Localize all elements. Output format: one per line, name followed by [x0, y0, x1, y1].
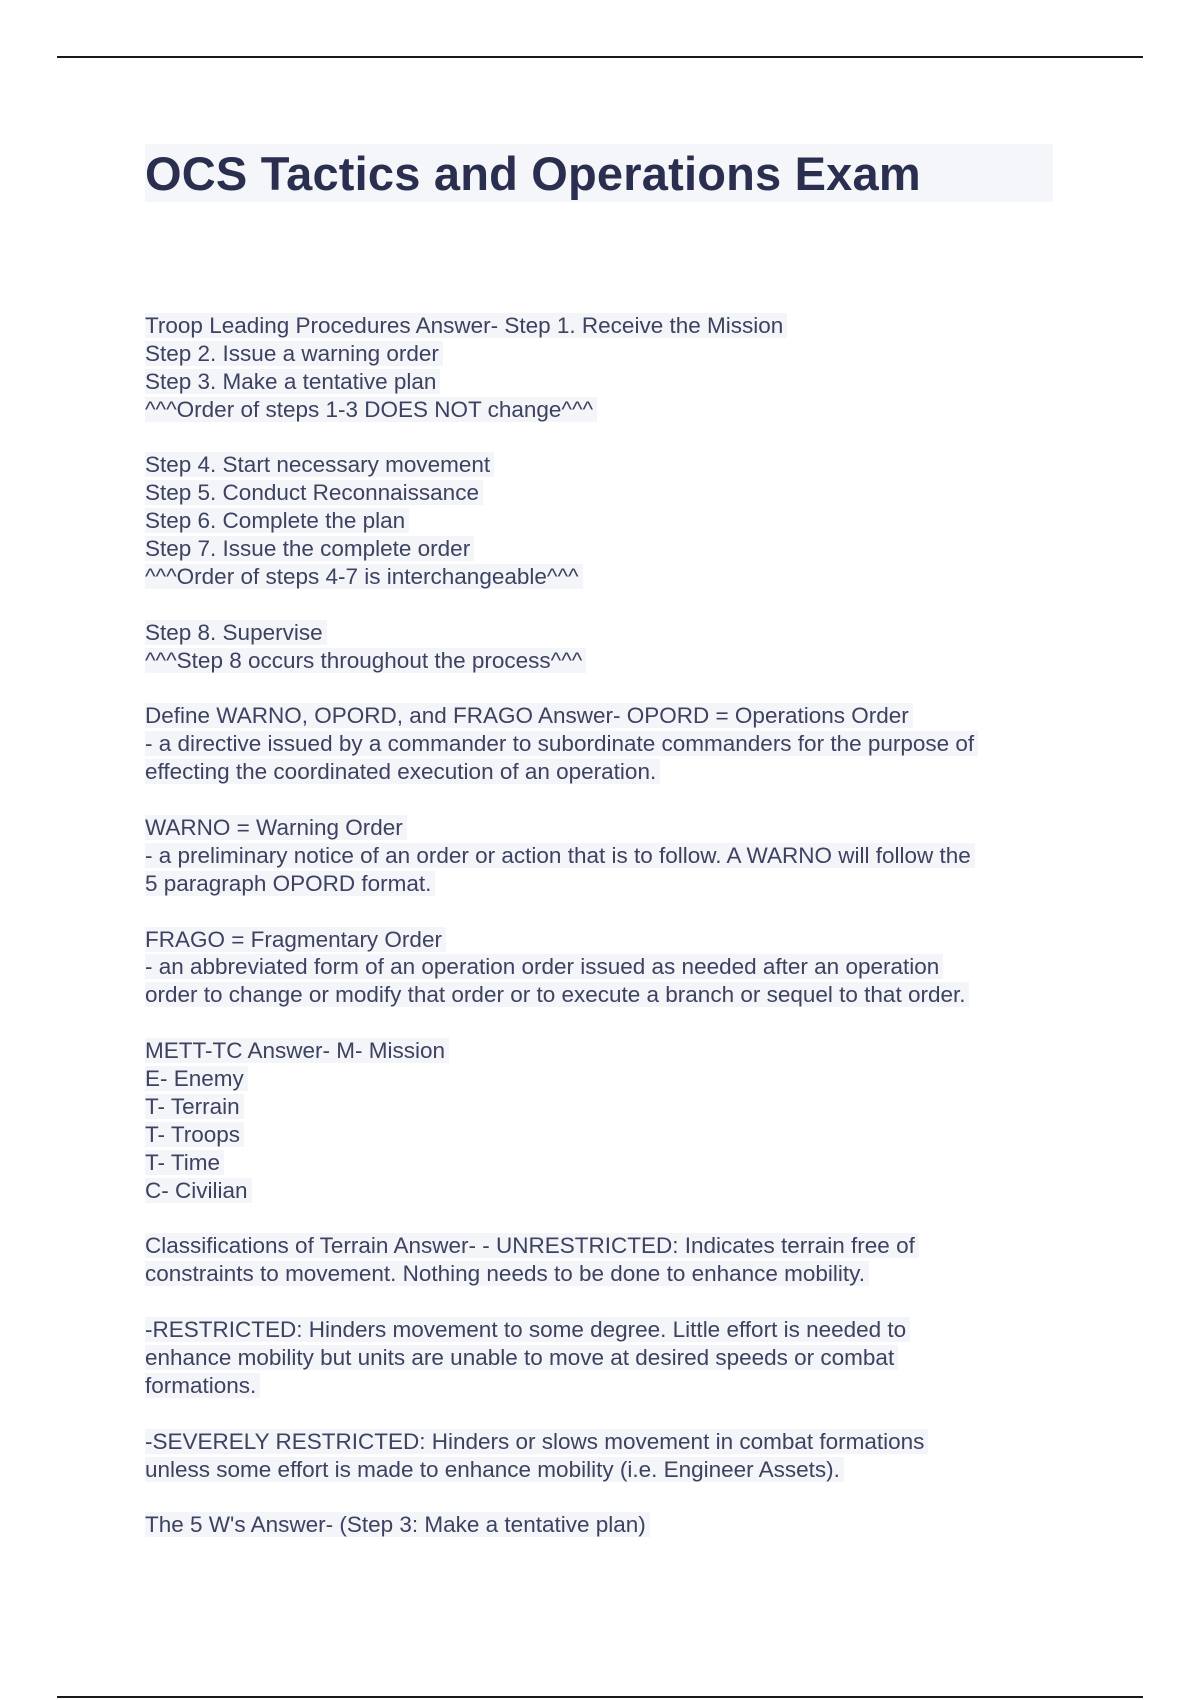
text-line	[145, 1065, 1055, 1093]
text-line	[145, 730, 1055, 758]
text-line-content: ^^^Order of steps 1-3 DOES NOT change^^^	[145, 397, 597, 422]
text-line	[145, 1372, 1055, 1400]
text-line	[145, 870, 1055, 898]
text-line-content: ^^^Step 8 occurs throughout the process^^^	[145, 648, 586, 673]
text-line	[145, 981, 1055, 1009]
footer-rule	[57, 1696, 1143, 1698]
text-line-content: FRAGO = Fragmentary Order	[145, 927, 446, 952]
text-line	[145, 1232, 1055, 1260]
paragraph-gap	[145, 591, 1055, 619]
paragraph-gap	[145, 675, 1055, 703]
text-line	[145, 340, 1055, 368]
text-line-content: C- Civilian	[145, 1178, 252, 1203]
text-line	[145, 619, 1055, 647]
text-line	[145, 926, 1055, 954]
text-line-content: unless some effort is made to enhance mobility (i.e. Engineer Assets).	[145, 1457, 844, 1482]
text-line	[145, 312, 1055, 340]
text-line-content: E- Enemy	[145, 1066, 248, 1091]
text-line-content: Classifications of Terrain Answer- - UNRESTRICTED: Indicates terrain free of	[145, 1233, 919, 1258]
text-line	[145, 1149, 1055, 1177]
text-line-content: T- Time	[145, 1150, 224, 1175]
text-line	[145, 1456, 1055, 1484]
text-line-content: Troop Leading Procedures Answer- Step 1. Receive the Mission	[145, 313, 787, 338]
text-line	[145, 953, 1055, 981]
paragraph-gap	[145, 786, 1055, 814]
text-line	[145, 814, 1055, 842]
text-line-content: - a directive issued by a commander to subordinate commanders for the purpose of	[145, 731, 978, 756]
text-line-content: Step 7. Issue the complete order	[145, 536, 474, 561]
text-line	[145, 479, 1055, 507]
text-line	[145, 647, 1055, 675]
text-line	[145, 1428, 1055, 1456]
text-line-content: - an abbreviated form of an operation order issued as needed after an operation	[145, 954, 943, 979]
text-line-content: constraints to movement. Nothing needs to be done to enhance mobility.	[145, 1261, 869, 1286]
paragraph-gap	[145, 1483, 1055, 1511]
text-line	[145, 1511, 1055, 1539]
text-line-content: WARNO = Warning Order	[145, 815, 407, 840]
text-line	[145, 535, 1055, 563]
paragraph-gap	[145, 424, 1055, 452]
text-line-content: enhance mobility but units are unable to move at desired speeds or combat	[145, 1345, 898, 1370]
text-line	[145, 1260, 1055, 1288]
text-line	[145, 1037, 1055, 1065]
text-line	[145, 1093, 1055, 1121]
text-line-content: effecting the coordinated execution of an operation.	[145, 759, 660, 784]
text-line-content: T- Terrain	[145, 1094, 244, 1119]
text-line	[145, 1344, 1055, 1372]
text-line-content: T- Troops	[145, 1122, 244, 1147]
text-line-content: Step 5. Conduct Reconnaissance	[145, 480, 483, 505]
text-line-content: - a preliminary notice of an order or action that is to follow. A WARNO will follow the	[145, 843, 975, 868]
text-line-content: Step 2. Issue a warning order	[145, 341, 443, 366]
document-body	[145, 312, 1055, 1539]
text-line-content: -RESTRICTED: Hinders movement to some degree. Little effort is needed to	[145, 1317, 910, 1342]
text-line	[145, 1121, 1055, 1149]
text-line	[145, 563, 1055, 591]
page-title: OCS Tactics and Operations Exam	[145, 147, 921, 200]
text-line-content: Step 6. Complete the plan	[145, 508, 409, 533]
text-line	[145, 702, 1055, 730]
text-line	[145, 451, 1055, 479]
text-line-content: Step 8. Supervise	[145, 620, 327, 645]
header-rule	[57, 56, 1143, 58]
text-line-content: Define WARNO, OPORD, and FRAGO Answer- OPORD = Operations Order	[145, 703, 913, 728]
text-line-content: -SEVERELY RESTRICTED: Hinders or slows movement in combat formations	[145, 1429, 928, 1454]
text-line-content: METT-TC Answer- M- Mission	[145, 1038, 449, 1063]
text-line-content: The 5 W's Answer- (Step 3: Make a tentative plan)	[145, 1512, 650, 1537]
text-line-content: order to change or modify that order or to execute a branch or sequel to that order.	[145, 982, 969, 1007]
text-line	[145, 1177, 1055, 1205]
paragraph-gap	[145, 1288, 1055, 1316]
text-line	[145, 758, 1055, 786]
paragraph-gap	[145, 1205, 1055, 1233]
text-line	[145, 368, 1055, 396]
title-block	[145, 144, 1053, 202]
text-line	[145, 396, 1055, 424]
text-line-content: Step 3. Make a tentative plan	[145, 369, 440, 394]
text-line-content: formations.	[145, 1373, 260, 1398]
paragraph-gap	[145, 898, 1055, 926]
paragraph-gap	[145, 1009, 1055, 1037]
text-line-content: ^^^Order of steps 4-7 is interchangeable^^^	[145, 564, 583, 589]
text-line-content: 5 paragraph OPORD format.	[145, 871, 435, 896]
text-line	[145, 1316, 1055, 1344]
text-line	[145, 507, 1055, 535]
paragraph-gap	[145, 1400, 1055, 1428]
text-line	[145, 842, 1055, 870]
text-line-content: Step 4. Start necessary movement	[145, 452, 494, 477]
